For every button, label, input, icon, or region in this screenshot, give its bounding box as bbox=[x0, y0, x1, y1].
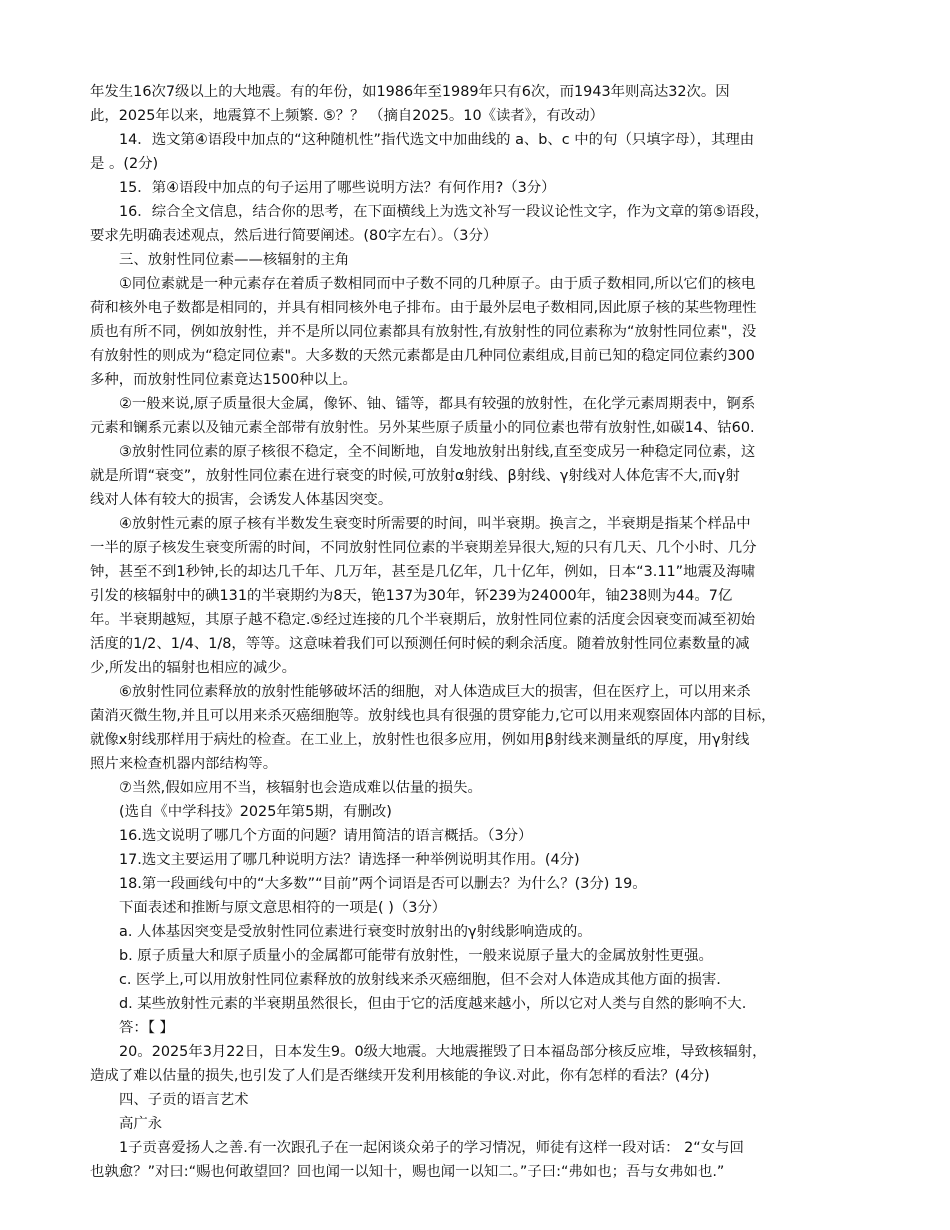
text-line: 年。半衰期越短，其原子越不稳定.⑤经过连接的几个半衰期后，放射性同位素的活度会因衰变而减至初始 bbox=[90, 612, 756, 628]
question-16b-line: 16.选文说明了哪几个方面的问题？请用简洁的语言概括。（3分） bbox=[119, 828, 533, 844]
paragraph-2-line: ②一般来说,原子质量很大金属，像钚、铀、镭等，都具有较强的放射性，在化学元素周期表中，锕系 bbox=[119, 396, 756, 412]
author-name: 高广永 bbox=[119, 1116, 163, 1132]
question-14-line: 14．选文第④语段中加点的“这种随机性”指代选文中加曲线的 a、b、c 中的句（只填字母），其理由 bbox=[119, 132, 755, 148]
question-19-line: 下面表述和推断与原文意思相符的一项是( )（3分） bbox=[119, 900, 447, 916]
text-line: 造成了难以估量的损失,也引发了人们是否继续开发利用核能的争议.对此，你有怎样的看法？(4分) bbox=[90, 1068, 710, 1084]
text-line: 照片来检查机器内部结构等。 bbox=[90, 756, 278, 772]
text-line: 菌消灭微生物,并且可以用来杀灭癌细胞等。放射线也具有很强的贯穿能力,它可以用来观察固体内部的目标， bbox=[90, 708, 776, 724]
text-line: 少,所发出的辐射也相应的减少。 bbox=[90, 660, 297, 676]
source-note: (选自《中学科技》2025年第5期，有删改) bbox=[119, 804, 392, 820]
text-line: 引发的核辐射中的碘131的半衰期约为8天，铯137为30年，钚239为24000年，铀238则为44。7亿 bbox=[90, 588, 733, 604]
text-line: 就是所谓“衰变”，放射性同位素在进行衰变的时候,可放射α射线、β射线、γ射线对人体危害不大,而γ射 bbox=[90, 468, 740, 484]
text-line: 质也有所不同，例如放射性，并不是所以同位素都具有放射性,有放射性的同位素称为“放射性同位素"，没 bbox=[90, 324, 757, 340]
option-d: d. 某些放射性元素的半衰期虽然很长，但由于它的活度越来越小，所以它对人类与自然的影响不大. bbox=[119, 996, 747, 1012]
text-line: 元素和镧系元素以及铀元素全部带有放射性。另外某些原子质量小的同位素也带有放射性,如碳14、钴60. bbox=[90, 420, 755, 436]
text-line: 要求先明确表述观点，然后进行简要阐述。(80字左右）。（3分） bbox=[90, 228, 498, 244]
text-line: 此，2025年以来，地震算不上频繁. ⑤？？ （摘自2025。10《读者》，有改动） bbox=[90, 108, 604, 124]
paragraph-6-line: ⑥放射性同位素释放的放射性能够破坏活的细胞，对人体造成巨大的损害，但在医疗上，可以用来杀 bbox=[119, 684, 751, 700]
text-line: 荷和核外电子数都是相同的，并具有相同核外电子排布。由于最外层电子数相同,因此原子核的某些物理性 bbox=[90, 300, 757, 316]
option-c: c. 医学上,可以用放射性同位素释放的放射线来杀灭癌细胞，但不会对人体造成其他方面的损害. bbox=[119, 972, 721, 988]
paragraph-1-line: ①同位素就是一种元素存在着质子数相同而中子数不同的几种原子。由于质子数相同,所以它们的核电 bbox=[119, 276, 756, 292]
text-line: 是 。(2分) bbox=[90, 156, 159, 172]
answer-line: 答：【 】 bbox=[119, 1020, 174, 1036]
text-line: 钟，甚至不到1秒钟,长的却达几千年、几万年，甚至是几亿年，几十亿年，例如，日本“3.11”地震及海啸 bbox=[90, 564, 756, 580]
paragraph-7-line: ⑦当然,假如应用不当，核辐射也会造成难以估量的损失。 bbox=[119, 780, 482, 796]
question-16-line: 16．综合全文信息，结合你的思考，在下面横线上为选文补写一段议论性文字，作为文章的第⑤语段， bbox=[119, 204, 770, 220]
question-18-line: 18.第一段画线句中的“大多数”“目前”两个词语是否可以删去？为什么？(3分) 19。 bbox=[119, 876, 647, 892]
text-line: 就像x射线那样用于病灶的检查。在工业上，放射性也很多应用，例如用β射线来测量纸的厚度，用γ射线 bbox=[90, 732, 750, 748]
section-heading: 三、放射性同位素——核辐射的主角 bbox=[119, 252, 350, 268]
text-line: 多种，而放射性同位素竟达1500种以上。 bbox=[90, 372, 357, 388]
text-line: 年发生16次7级以上的大地震。有的年份，如1986年至1989年只有6次，而1943年则高达32次。因 bbox=[90, 84, 730, 100]
document-page bbox=[90, 80, 870, 1184]
question-15-line: 15．第④语段中加点的句子运用了哪些说明方法？有何作用?（3分） bbox=[119, 180, 556, 196]
section-heading: 四、子贡的语言艺术 bbox=[119, 1092, 249, 1108]
paragraph-4-line: ④放射性元素的原子核有半数发生衰变时所需要的时间，叫半衰期。换言之，半衰期是指某个样品中 bbox=[119, 516, 751, 532]
question-17-line: 17.选文主要运用了哪几种说明方法？请选择一种举例说明其作用。(4分) bbox=[119, 852, 580, 868]
text-line: 也孰愈？”对曰:“赐也何敢望回？回也闻一以知十，赐也闻一以知二。”子曰:“弗如也；吾与女弗如也.” bbox=[90, 1164, 725, 1180]
option-b: b. 原子质量大和原子质量小的金属都可能带有放射性，一般来说原子量大的金属放射性更强。 bbox=[119, 948, 713, 964]
text-line: 线对人体有较大的损害，会诱发人体基因突变。 bbox=[90, 492, 393, 508]
paragraph-line: 1子贡喜爱扬人之善.有一次跟孔子在一起闲谈众弟子的学习情况，师徒有这样一段对话： 2“女与回 bbox=[119, 1140, 744, 1156]
text-line: 活度的1/2、1/4、1/8，等等。这意味着我们可以预测任何时候的剩余活度。随着放射性同位素数量的减 bbox=[90, 636, 750, 652]
text-line: 一半的原子核发生衰变所需的时间，不同放射性同位素的半衰期差异很大,短的只有几天、几个小时、几分 bbox=[90, 540, 757, 556]
question-20-line: 20。2025年3月22日，日本发生9。0级大地震。大地震摧毁了日本福岛部分核反应堆，导致核辐射， bbox=[119, 1044, 767, 1060]
option-a: a. 人体基因突变是受放射性同位素进行衰变时放射出的γ射线影响造成的。 bbox=[119, 924, 592, 940]
text-line: 有放射性的则成为“稳定同位素"。大多数的天然元素都是由几种同位素组成,目前已知的稳定同位素约300 bbox=[90, 348, 755, 364]
paragraph-3-line: ③放射性同位素的原子核很不稳定，全不间断地，自发地放射出射线,直至变成另一种稳定同位素，这 bbox=[119, 444, 756, 460]
